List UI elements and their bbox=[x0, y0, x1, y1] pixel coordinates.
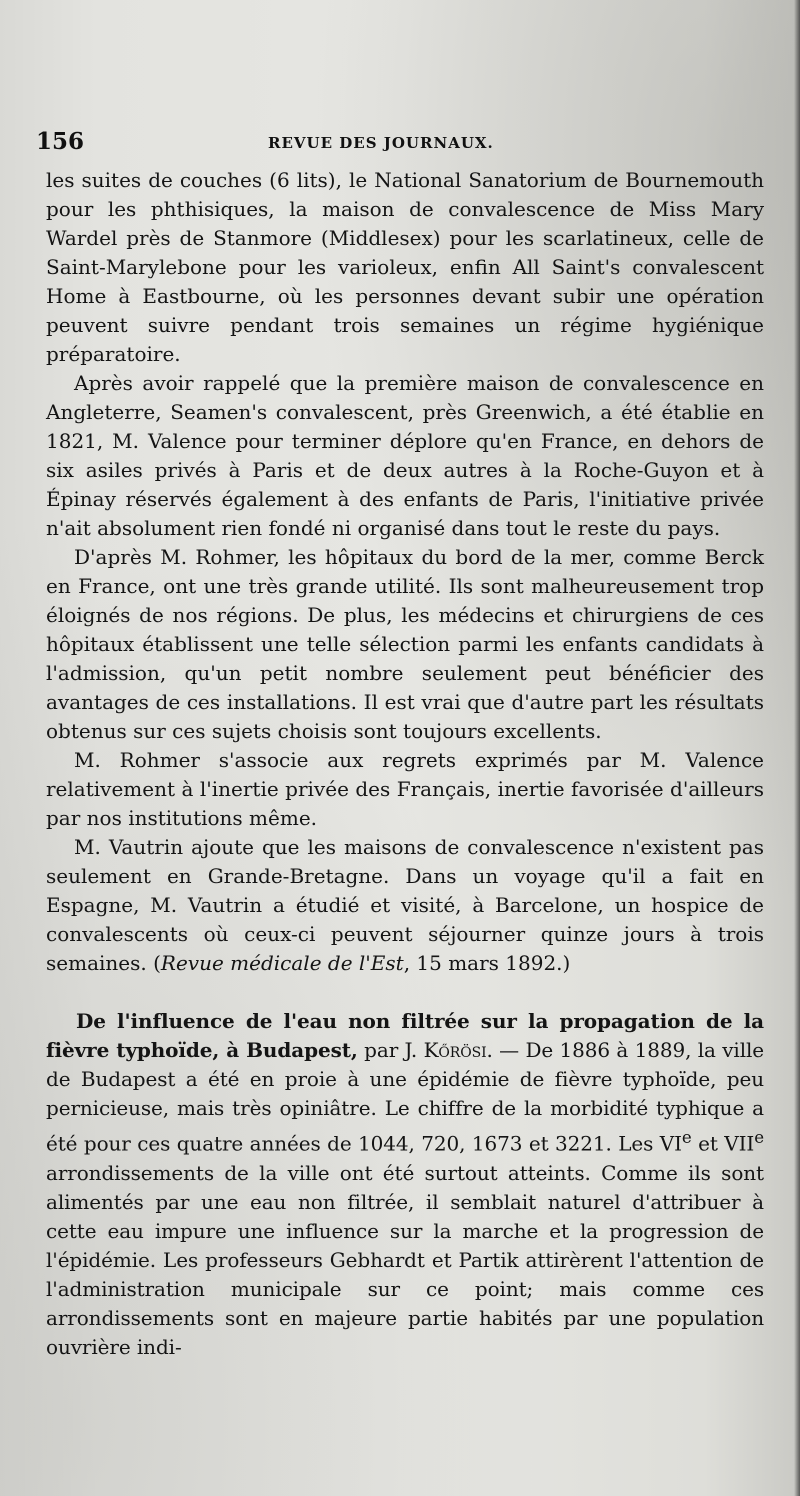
citation-open: ( bbox=[153, 951, 161, 975]
body-text bbox=[46, 166, 764, 1362]
article-paragraph bbox=[46, 1007, 764, 1362]
paragraph-1: les suites de couches (6 lits), le National Sanatorium de Bournemouth pour les phthisiques, la maison de convalescence de Miss Mary Wardel près de Stanmore (Middlesex) pour les scarlatineux, celle de Saint-Marylebone pour les varioleux, enfin All Saint's convalescent Home à Eastbourne, où les personnes devant subir une opération peuvent suivre pendant trois semaines un régime hygiénique préparatoire. bbox=[46, 168, 764, 366]
article-author-prefix: par J. bbox=[364, 1038, 418, 1062]
article-body-end: arrondissements de la ville ont été surtout atteints. Comme ils sont alimentés par une eau non filtrée, il semblait naturel d'attribuer à cette eau impure une influence sur la marche et la progression de l'épidémie. Les professeurs Gebhardt et Partik attirèrent l'attention de l'administration municipale sur ce point; mais comme ces arrondissements sont en majeure partie habités par une population ouvrière indi- bbox=[46, 1160, 764, 1359]
page-edge-shadow bbox=[794, 0, 800, 1496]
section-spacer bbox=[46, 978, 764, 1007]
article-author: Kőrösi. bbox=[423, 1038, 493, 1062]
article-title: De l'influence de l'eau non filtrée sur la propagation de la fièvre typhoïde, à Budapest, bbox=[46, 1009, 764, 1062]
citation-date: 15 mars 1892. bbox=[416, 951, 563, 975]
running-head: REVUE DES JOURNAUX. bbox=[268, 134, 494, 152]
citation-journal: Revue médicale de l'Est bbox=[160, 951, 404, 975]
article-body-mid: et VII bbox=[691, 1131, 755, 1156]
paragraph-5: M. Vautrin ajoute que les maisons de convalescence n'existent pas seulement en Grande-Bretagne. Dans un voyage qu'il a fait en Espagne, M. Vautrin a étudié et visité, à Barcelone, un hospice de convalescents où ceux-ci peuvent séjourner quinze jours à trois semaines. (Revue médicale de l'Est, 15 mars 1892.) bbox=[46, 835, 764, 975]
paragraph-5-text: M. Vautrin ajoute que les maisons de convalescence n'existent pas seulement en Grande-Bretagne. Dans un voyage qu'il a fait en Espagne, M. Vautrin a étudié et visité, à Barcelone, un hospice de convalescents où ceux-ci peuvent séjourner quinze jours à trois semaines. bbox=[46, 835, 764, 975]
article-body: — De 1886 à 1889, la ville de Budapest a été en proie à une épidémie de fièvre typhoïde, peu pernicieuse, mais très opiniâtre. Le chiffre de la morbidité typhique a été pour ces quatre années de 1044, 720, 1673 et 3221. Les VI bbox=[46, 1038, 765, 1156]
paragraph-2: Après avoir rappelé que la première maison de convalescence en Angleterre, Seamen's convalescent, près Greenwich, a été établie en 1821, M. Valence pour terminer déplore qu'en France, en dehors de six asiles privés à Paris et de deux autres à la Roche-Guyon et à Épinay réservés également à des enfants de Paris, l'initiative privée n'ait absolument rien fondé ni organisé dans tout le reste du pays. bbox=[46, 371, 764, 540]
superscript-e-1: e bbox=[681, 1128, 692, 1147]
page-header bbox=[36, 128, 756, 158]
citation-close: ) bbox=[562, 951, 571, 975]
paragraph-3: D'après M. Rohmer, les hôpitaux du bord de la mer, comme Berck en France, ont une très grande utilité. Ils sont malheureusement trop éloignés de nos régions. De plus, les médecins et chirurgiens de ces hôpitaux établissent une telle sélection parmi les enfants candidats à l'admission, qu'un petit nombre seulement peut bénéficier des avantages de ces installations. Il est vrai que d'autre part les résultats obtenus sur ces sujets choisis sont toujours excellents. bbox=[46, 545, 764, 743]
paragraph-4: M. Rohmer s'associe aux regrets exprimés par M. Valence relativement à l'inertie privée des Français, inertie favorisée d'ailleurs par nos institutions même. bbox=[46, 748, 764, 830]
page-number: 156 bbox=[36, 128, 85, 155]
superscript-e-2: e bbox=[754, 1128, 764, 1147]
